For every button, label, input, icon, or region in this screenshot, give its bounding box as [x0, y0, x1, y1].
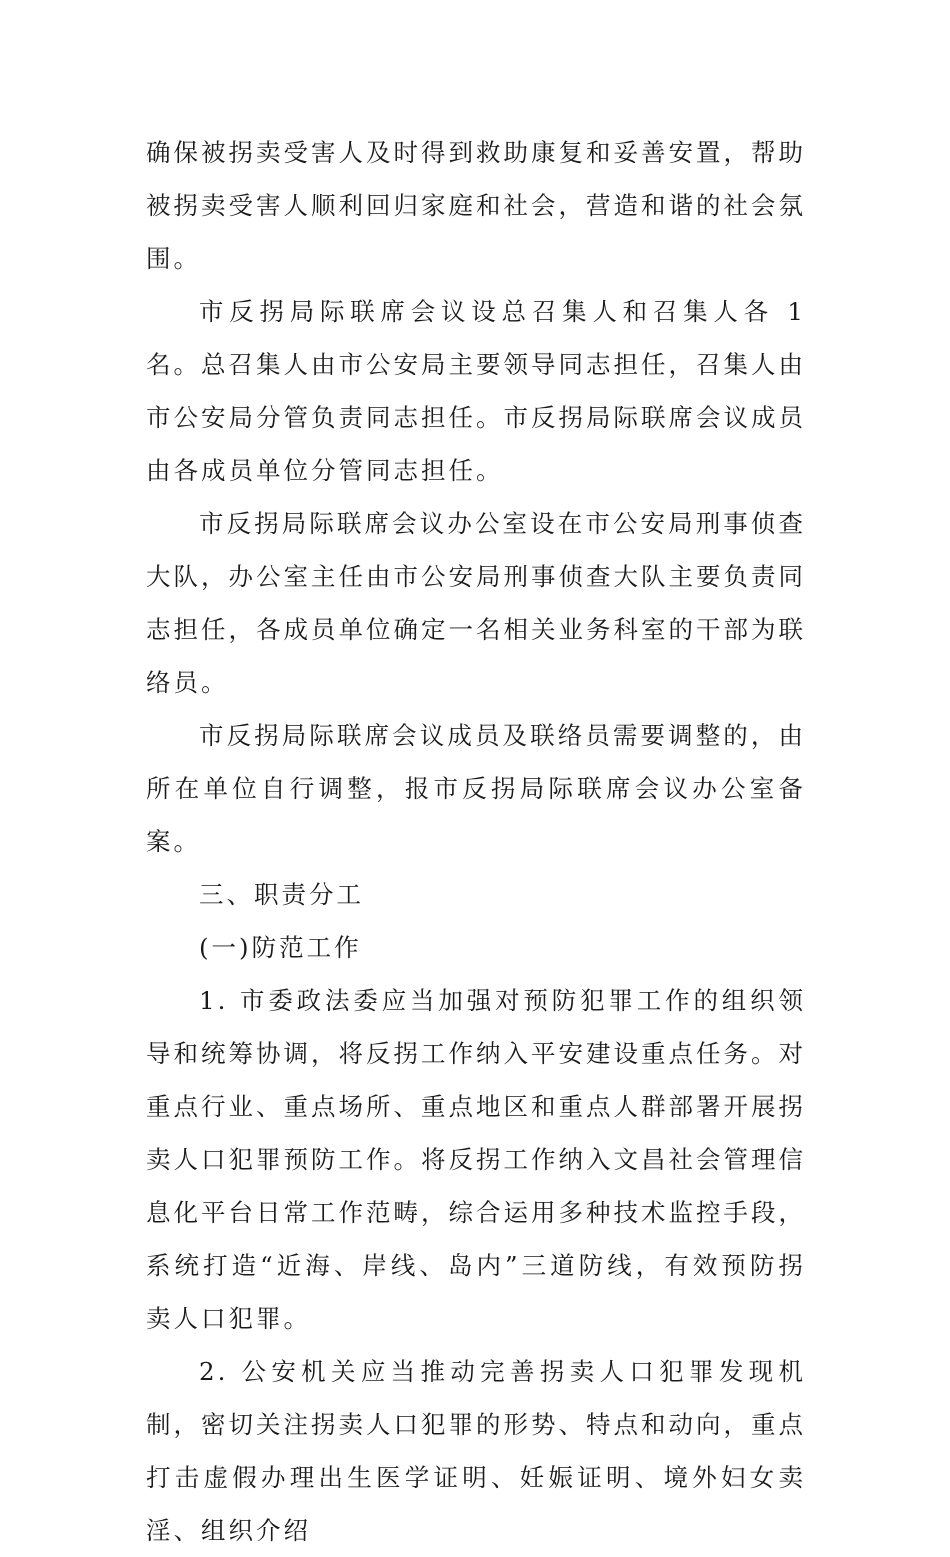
document-body: [146, 126, 806, 1557]
paragraph-3: 市反拐局际联席会议办公室设在市公安局刑事侦查大队，办公室主任由市公安局刑事侦查大队主要负责同志担任，各成员单位确定一名相关业务科室的干部为联络员。: [146, 509, 806, 697]
paragraph-4: 市反拐局际联席会议成员及联络员需要调整的，由所在单位自行调整，报市反拐局际联席会议办公室备案。: [146, 721, 806, 856]
paragraph-1: 确保被拐卖受害人及时得到救助康复和妥善安置，帮助被拐卖受害人顺利回归家庭和社会，营造和谐的社会氛围。: [146, 138, 806, 273]
paragraph-2: 市反拐局际联席会议设总召集人和召集人各 1 名。总召集人由市公安局主要领导同志担任，召集人由市公安局分管负责同志担任。市反拐局际联席会议成员由各成员单位分管同志担任。: [146, 297, 806, 485]
section-heading-duties: 三、职责分工: [199, 880, 364, 909]
paragraph-item-1: 1. 市委政法委应当加强对预防犯罪工作的组织领导和统筹协调，将反拐工作纳入平安建设重点任务。对重点行业、重点场所、重点地区和重点人群部署开展拐卖人口犯罪预防工作。将反拐工作纳入文昌社会管理信息化平台日常工作范畴，综合运用多种技术监控手段，系统打造“近海、岸线、岛内”三道防线，有效预防拐卖人口犯罪。: [146, 986, 806, 1333]
paragraph-item-2: 2. 公安机关应当推动完善拐卖人口犯罪发现机制，密切关注拐卖人口犯罪的形势、特点和动向，重点打击虚假办理出生医学证明、妊娠证明、境外妇女卖淫、组织介绍: [146, 1357, 806, 1545]
subsection-heading-prevention: (一)防范工作: [199, 933, 362, 962]
